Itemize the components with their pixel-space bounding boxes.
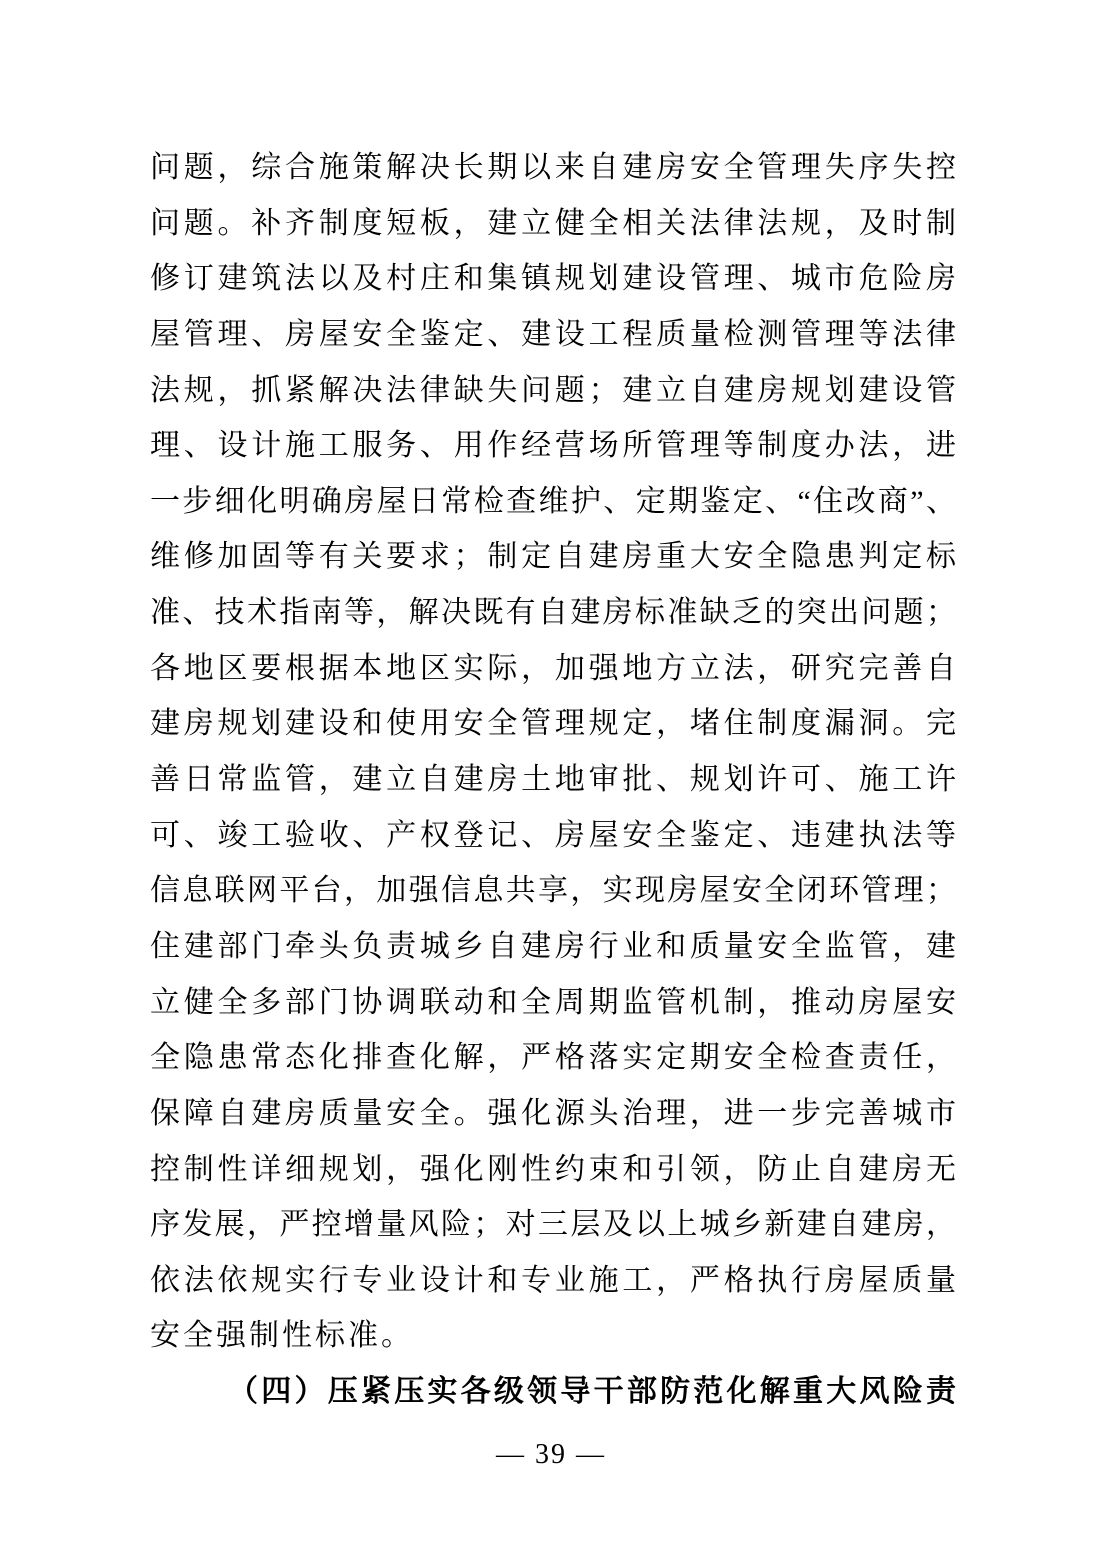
body-text-line: 各地区要根据本地区实际，加强地方立法，研究完善自 (150, 651, 956, 685)
body-text-line: 屋管理、房屋安全鉴定、建设工程质量检测管理等法律 (150, 317, 956, 351)
body-text-line: 立健全多部门协调联动和全周期监管机制，推动房屋安 (150, 985, 956, 1019)
body-text-line: 修订建筑法以及村庄和集镇规划建设管理、城市危险房 (150, 262, 956, 296)
body-text-line: 一步细化明确房屋日常检查维护、定期鉴定、“住改商”、 (150, 484, 956, 518)
section-heading: （四）压紧压实各级领导干部防范化解重大风险责 (228, 1375, 956, 1409)
body-text-line: 住建部门牵头负责城乡自建房行业和质量安全监管，建 (150, 929, 956, 963)
body-text-line: 善日常监管，建立自建房土地审批、规划许可、施工许 (150, 763, 956, 797)
body-text-line: 信息联网平台，加强信息共享，实现房屋安全闭环管理； (150, 874, 956, 908)
body-text-line: 问题。补齐制度短板，建立健全相关法律法规，及时制 (150, 206, 956, 240)
body-text-line: 依法依规实行专业设计和专业施工，严格执行房屋质量 (150, 1263, 956, 1297)
body-text-line: 理、设计施工服务、用作经营场所管理等制度办法，进 (150, 429, 956, 463)
body-paragraph (150, 140, 956, 1364)
page-footer (0, 1438, 1102, 1472)
page-number: — 39 — (496, 1439, 606, 1470)
body-text-line: 建房规划建设和使用安全管理规定，堵住制度漏洞。完 (150, 707, 956, 741)
body-text-line: 安全强制性标准。 (150, 1319, 414, 1353)
body-text-line: 全隐患常态化排查化解，严格落实定期安全检查责任， (150, 1041, 956, 1075)
body-text-line: 序发展，严控增量风险；对三层及以上城乡新建自建房， (150, 1208, 956, 1242)
body-text-line: 问题，综合施策解决长期以来自建房安全管理失序失控 (150, 151, 956, 184)
body-text-line: 控制性详细规划，强化刚性约束和引领，防止自建房无 (150, 1152, 956, 1186)
body-text-line: 准、技术指南等，解决既有自建房标准缺乏的突出问题； (150, 596, 956, 630)
body-text-line: 保障自建房质量安全。强化源头治理，进一步完善城市 (150, 1096, 956, 1130)
text-block (150, 140, 956, 1420)
body-text-line: 维修加固等有关要求；制定自建房重大安全隐患判定标 (150, 540, 956, 574)
body-text-line: 可、竣工验收、产权登记、房屋安全鉴定、违建执法等 (150, 818, 956, 852)
body-text-line: 法规，抓紧解决法律缺失问题；建立自建房规划建设管 (150, 373, 956, 407)
